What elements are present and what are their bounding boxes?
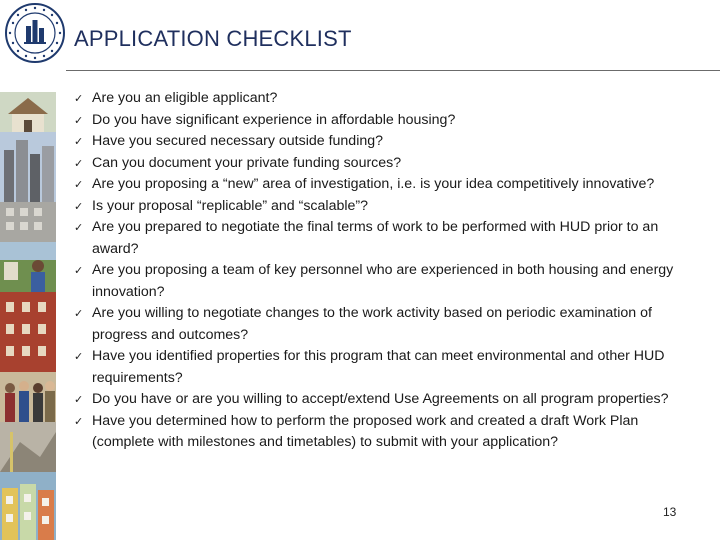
list-item bbox=[70, 411, 690, 454]
title-divider bbox=[66, 70, 720, 71]
checkmark-icon: ✓ bbox=[74, 113, 84, 127]
list-item-text: Are you an eligible applicant? bbox=[92, 90, 278, 106]
list-item bbox=[70, 217, 690, 260]
list-item-text: Do you have significant experience in affordable housing? bbox=[92, 111, 456, 128]
checkmark-icon: ✓ bbox=[74, 221, 84, 234]
list-item-text: Are you willing to negotiate changes to the work activity based on periodic examination of progress and outcomes? bbox=[92, 305, 652, 343]
checkmark-icon: ✓ bbox=[74, 307, 84, 320]
list-item bbox=[70, 303, 690, 346]
checkmark-icon: ✓ bbox=[74, 393, 84, 406]
checkmark-icon: ✓ bbox=[74, 199, 84, 213]
page-number: 13 bbox=[663, 505, 677, 519]
list-item bbox=[70, 110, 690, 132]
list-item bbox=[70, 88, 690, 110]
list-item-text: Have you secured necessary outside funding? bbox=[92, 133, 384, 149]
list-item-text: Is your proposal “replicable” and “scalable”? bbox=[92, 197, 369, 214]
list-item-text: Can you document your private funding sources? bbox=[92, 154, 402, 171]
list-item bbox=[70, 153, 690, 175]
list-item bbox=[70, 260, 690, 303]
list-item-text: Are you prepared to negotiate the final terms of work to be performed with HUD prior to an award? bbox=[92, 219, 659, 257]
application-checklist bbox=[70, 88, 690, 454]
checkmark-icon: ✓ bbox=[74, 414, 84, 428]
list-item bbox=[70, 389, 690, 411]
list-item bbox=[70, 131, 690, 153]
list-item-text: Do you have or are you willing to accept/extend Use Agreements on all program properties? bbox=[92, 391, 669, 407]
list-item-text: Have you determined how to perform the proposed work and created a draft Work Plan (complete with milestones and timetables) to submit with your application? bbox=[92, 412, 639, 450]
checkmark-icon: ✓ bbox=[74, 156, 84, 170]
page-title: APPLICATION CHECKLIST bbox=[74, 26, 352, 51]
checkmark-icon: ✓ bbox=[74, 264, 84, 277]
checkmark-icon: ✓ bbox=[74, 135, 84, 148]
checkmark-icon: ✓ bbox=[74, 350, 84, 363]
list-item-text: Have you identified properties for this program that can meet environmental and other HUD requirements? bbox=[92, 348, 665, 386]
list-item bbox=[70, 346, 690, 389]
housing-photos-strip bbox=[0, 92, 56, 540]
checkmark-icon: ✓ bbox=[74, 178, 84, 191]
hud-seal-icon bbox=[4, 2, 66, 64]
list-item-text: Are you proposing a “new” area of investigation, i.e. is your idea competitively innovative? bbox=[92, 176, 655, 192]
list-item bbox=[70, 196, 690, 218]
list-item bbox=[70, 174, 690, 196]
list-item-text: Are you proposing a team of key personnel who are experienced in both housing and energy innovation? bbox=[92, 262, 674, 300]
checkmark-icon: ✓ bbox=[74, 92, 84, 105]
